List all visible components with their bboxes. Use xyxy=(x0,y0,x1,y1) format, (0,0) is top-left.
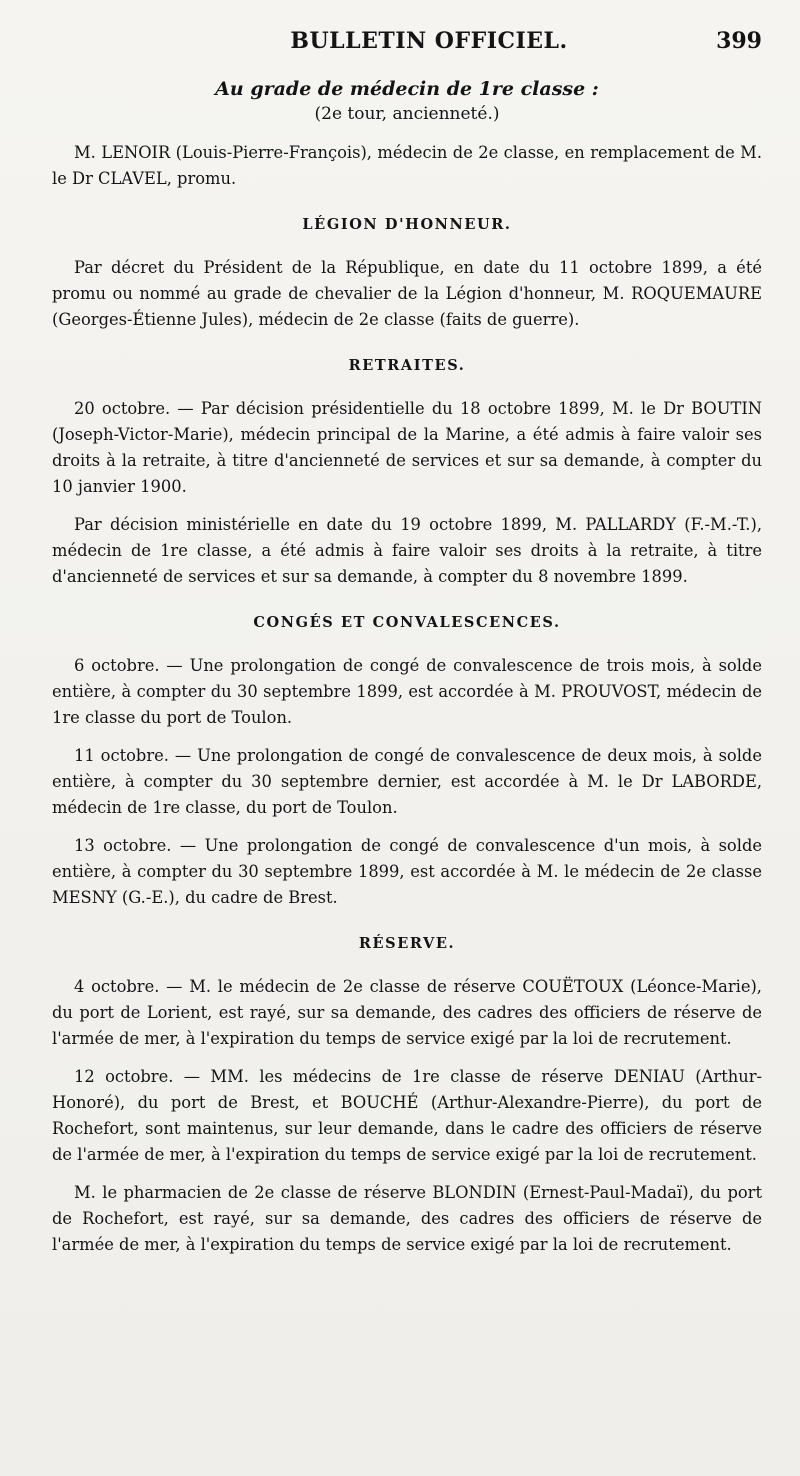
legion-paragraph: Par décret du Président de la République, en date du 11 octobre 1899, a été promu ou nommé au grade de chevalier de la Légion d'honneur, M. ROQUEMAURE (Georges-Étienne Jules), médecin de 2e classe (faits de guerre). xyxy=(52,258,762,329)
section-title-retraites: RETRAITES. xyxy=(348,357,466,374)
conges-paragraph-2: 11 octobre. — Une prolongation de congé de convalescence de deux mois, à solde entière, à compter du 30 septembre dernier, est accordée à M. le Dr LABORDE, médecin de 1re classe, du port de Toulon. xyxy=(52,746,762,817)
grade-heading: Au grade de médecin de 1re classe : xyxy=(215,78,599,100)
running-header xyxy=(52,28,762,54)
promotion-paragraph: M. LENOIR (Louis-Pierre-François), médecin de 2e classe, en remplacement de M. le Dr CLAVEL, promu. xyxy=(52,143,762,188)
retraites-paragraph-2: Par décision ministérielle en date du 19 octobre 1899, M. PALLARDY (F.-M.-T.), médecin de 1re classe, a été admis à faire valoir ses droits à la retraite, à titre d'ancienneté de services et sur sa demande, à compter du 8 novembre 1899. xyxy=(52,515,762,586)
section-title-conges: CONGÉS ET CONVALESCENCES. xyxy=(253,614,561,631)
bulletin-title: BULLETIN OFFICIEL. xyxy=(290,28,568,54)
retraites-paragraph-1: 20 octobre. — Par décision présidentielle du 18 octobre 1899, M. le Dr BOUTIN (Joseph-Victor-Marie), médecin principal de la Marine, a été admis à faire valoir ses droits à la retraite, à titre d'ancienneté de services et sur sa demande, à compter du 10 janvier 1900. xyxy=(52,399,762,496)
section-title-reserve: RÉSERVE. xyxy=(358,935,456,952)
page-number: 399 xyxy=(716,28,762,54)
conges-paragraph-1: 6 octobre. — Une prolongation de congé de convalescence de trois mois, à solde entière, à compter du 30 septembre 1899, est accordée à M. PROUVOST, médecin de 1re classe du port de Toulon. xyxy=(52,656,762,727)
reserve-paragraph-2: 12 octobre. — MM. les médecins de 1re classe de réserve DENIAU (Arthur-Honoré), du port de Brest, et BOUCHÉ (Arthur-Alexandre-Pierre), du port de Rochefort, sont maintenus, sur leur demande, dans le cadre des officiers de réserve de l'armée de mer, à l'expiration du temps de service exigé par la loi de recrutement. xyxy=(52,1067,762,1164)
grade-subheading: (2e tour, ancienneté.) xyxy=(314,104,500,124)
reserve-paragraph-1: 4 octobre. — M. le médecin de 2e classe de réserve COUËTOUX (Léonce-Marie), du port de Lorient, est rayé, sur sa demande, des cadres des officiers de réserve de l'armée de mer, à l'expiration du temps de service exigé par la loi de recrutement. xyxy=(52,977,762,1048)
reserve-paragraph-3: M. le pharmacien de 2e classe de réserve BLONDIN (Ernest-Paul-Madaï), du port de Rochefort, est rayé, sur sa demande, des cadres des officiers de réserve de l'armée de mer, à l'expiration du temps de service exigé par la loi de recrutement. xyxy=(52,1183,762,1254)
conges-paragraph-3: 13 octobre. — Une prolongation de congé de convalescence d'un mois, à solde entière, à compter du 30 septembre 1899, est accordée à M. le médecin de 2e classe MESNY (G.-E.), du cadre de Brest. xyxy=(52,836,762,907)
section-title-legion: LÉGION D'HONNEUR. xyxy=(302,216,512,233)
